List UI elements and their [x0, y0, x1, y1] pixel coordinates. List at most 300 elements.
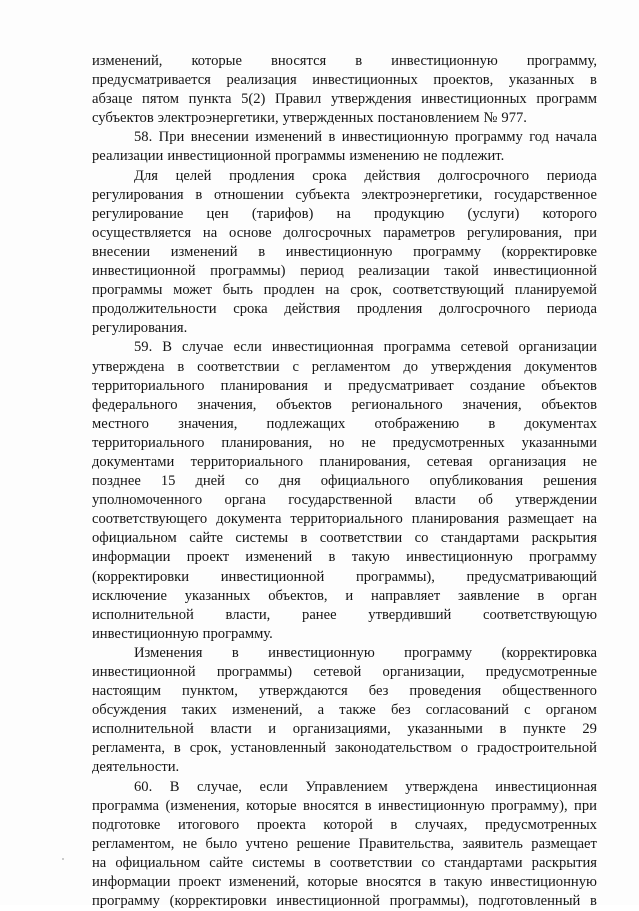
- text-word: планирования,: [221, 434, 313, 451]
- text-word: со: [414, 530, 429, 547]
- text-word: вносятся: [270, 53, 327, 69]
- text-word: в: [313, 854, 321, 871]
- text-word: не: [361, 434, 376, 451]
- text-word: программы): [210, 263, 286, 280]
- text-word: органом: [545, 702, 597, 719]
- text-word: Для: [134, 167, 158, 184]
- text-word: сетевой: [460, 339, 509, 356]
- text-word: регулирования: [92, 186, 184, 203]
- text-word: инвестиционная: [271, 339, 374, 356]
- text-word: программа: [383, 339, 451, 356]
- text-word: также: [339, 702, 376, 719]
- text-word: инвестиционной: [220, 568, 325, 585]
- text-line: [92, 262, 597, 281]
- text-line: [92, 358, 597, 377]
- text-word: деятельности.: [92, 759, 180, 776]
- text-word: пятом: [142, 91, 180, 108]
- text-word: со: [244, 473, 259, 490]
- text-word: продления: [229, 167, 295, 184]
- document-body: [92, 52, 597, 911]
- scan-speck: [62, 858, 64, 860]
- text-line: [92, 415, 597, 434]
- text-word: случае,: [196, 778, 242, 795]
- text-word: продлен: [263, 282, 315, 299]
- text-word: об: [478, 492, 493, 509]
- text-word: проект: [178, 874, 221, 891]
- text-word: территориального: [92, 377, 205, 394]
- text-word: подготовке: [92, 816, 161, 833]
- text-line: [92, 434, 597, 453]
- text-word: системы: [252, 854, 305, 871]
- text-word: документов: [524, 358, 597, 375]
- text-word: исполнительной: [92, 606, 194, 623]
- text-word: изменений: [255, 129, 323, 146]
- text-word: без: [368, 683, 389, 700]
- text-word: (корректировка: [501, 644, 597, 661]
- text-word: если: [233, 339, 262, 356]
- text-word: предусмотренных: [485, 816, 597, 833]
- text-line: [92, 568, 597, 587]
- text-word: соответствии: [197, 358, 280, 375]
- text-word: программа: [92, 797, 160, 814]
- text-line: [92, 835, 597, 854]
- text-word: планирования,: [319, 453, 411, 470]
- text-word: общественного: [502, 683, 597, 700]
- text-word: государственной: [288, 492, 393, 509]
- text-word: 58.: [134, 129, 153, 146]
- text-word: В: [169, 778, 180, 795]
- text-word: предусмотренные: [485, 664, 597, 680]
- text-word: инвестиционную: [490, 874, 597, 891]
- text-line: [92, 167, 597, 186]
- text-word: соответствующего: [92, 511, 208, 528]
- text-word: регламента,: [92, 740, 165, 757]
- text-word: 29: [582, 721, 597, 738]
- text-word: реализация: [226, 72, 297, 89]
- text-word: планируемой: [514, 282, 597, 299]
- text-word: заявление: [458, 587, 520, 604]
- text-word: проведения: [409, 683, 482, 700]
- text-word: утвержденных: [282, 110, 374, 127]
- text-word: 60.: [134, 778, 153, 795]
- text-line: [92, 52, 597, 71]
- text-word: на: [336, 205, 351, 222]
- text-word: 15: [160, 473, 176, 490]
- text-word: пункта: [188, 91, 232, 108]
- text-line: [92, 300, 597, 319]
- text-word: в: [429, 874, 437, 891]
- text-word: программу: [529, 549, 597, 566]
- text-word: Изменения: [134, 644, 203, 661]
- text-word: инвестиционная: [495, 778, 597, 795]
- text-word: проект: [186, 549, 230, 566]
- text-word: регионального: [351, 396, 443, 413]
- text-line: [92, 682, 597, 701]
- text-word: 59.: [134, 339, 153, 356]
- text-word: сетевой: [313, 664, 362, 680]
- text-word: соответствии: [319, 530, 403, 547]
- text-word: при: [574, 224, 597, 241]
- text-word: официальном: [92, 530, 177, 547]
- text-word: абзаце: [92, 91, 133, 108]
- text-word: случае: [182, 339, 224, 356]
- text-word: в: [355, 53, 363, 69]
- text-word: Управлением: [305, 778, 388, 795]
- text-word: вносятся: [365, 874, 422, 891]
- text-line: [92, 816, 597, 835]
- text-line: [92, 377, 597, 396]
- text-line: [92, 147, 597, 166]
- text-word: информации: [92, 549, 171, 566]
- text-word: согласований: [425, 702, 509, 719]
- text-word: официального: [320, 473, 410, 490]
- text-line: [92, 778, 597, 797]
- text-line: [92, 720, 597, 739]
- text-word: значения,: [462, 396, 522, 413]
- text-word: организации,: [382, 664, 465, 680]
- text-word: организации: [518, 339, 597, 356]
- text-word: без: [390, 702, 411, 719]
- text-word: в: [173, 740, 181, 757]
- text-word: долгосрочного: [437, 167, 530, 184]
- text-word: законодательством: [335, 740, 452, 757]
- text-word: уполномоченного: [92, 492, 203, 509]
- text-word: изменений,: [232, 702, 303, 719]
- text-word: в: [231, 644, 239, 661]
- text-word: органа: [224, 492, 266, 509]
- text-word: внесении: [190, 129, 249, 146]
- text-word: указанными: [521, 434, 597, 451]
- text-word: но: [329, 434, 345, 451]
- text-word: с: [292, 358, 299, 375]
- text-line: [92, 854, 597, 873]
- text-word: информации: [92, 874, 171, 891]
- text-word: долгосрочных: [283, 224, 372, 241]
- text-word: (тарифов): [251, 205, 314, 222]
- text-word: программы),: [389, 893, 469, 910]
- text-line: [92, 90, 597, 109]
- text-word: электроэнергетики,: [157, 110, 279, 127]
- text-line: [92, 319, 597, 338]
- text-word: размещает: [508, 511, 574, 528]
- text-word: которого: [542, 205, 597, 222]
- text-word: в: [390, 816, 398, 833]
- text-word: ранее: [302, 606, 337, 623]
- text-word: утверждения: [330, 91, 412, 108]
- text-word: Правительства,: [358, 835, 455, 852]
- text-word: в: [499, 721, 507, 738]
- text-line: [92, 338, 597, 357]
- text-word: инвестиционную: [406, 549, 513, 566]
- text-word: программы: [92, 282, 163, 299]
- text-word: таких: [181, 702, 217, 719]
- text-word: №: [483, 110, 498, 127]
- text-word: и: [268, 721, 277, 738]
- text-word: периода: [546, 167, 597, 184]
- text-word: параметров: [383, 224, 456, 241]
- text-word: срока: [312, 167, 347, 184]
- text-word: регулирования.: [92, 320, 188, 337]
- text-word: пункте: [523, 721, 566, 738]
- text-word: проектов,: [433, 72, 494, 89]
- text-word: если: [259, 778, 288, 795]
- text-word: со: [421, 854, 436, 871]
- text-word: вносятся: [303, 797, 359, 814]
- text-word: продукцию: [373, 205, 445, 222]
- text-word: случаях,: [414, 816, 468, 833]
- text-word: подготовленный: [478, 893, 581, 910]
- text-word: быть: [222, 282, 253, 299]
- text-word: электроэнергетики,: [361, 186, 483, 203]
- text-word: направляет: [370, 587, 441, 604]
- text-word: до: [403, 358, 419, 375]
- text-line: [92, 644, 597, 663]
- text-word: сайте: [189, 530, 223, 547]
- text-word: которые: [307, 874, 358, 891]
- text-word: планирования: [220, 377, 308, 394]
- text-word: может: [173, 282, 213, 299]
- text-word: документа: [216, 511, 282, 528]
- text-word: дня: [278, 473, 301, 490]
- text-line: [92, 625, 597, 644]
- text-word: изменений: [245, 549, 313, 566]
- text-word: в: [488, 415, 496, 432]
- text-word: в: [590, 72, 597, 89]
- text-line: [92, 758, 597, 777]
- text-word: цен: [206, 205, 229, 222]
- text-word: утверждении: [515, 492, 597, 509]
- text-word: инвестиционную: [285, 243, 393, 260]
- text-word: на: [582, 511, 597, 528]
- text-word: инвестиционной: [276, 893, 380, 910]
- text-word: дней: [195, 473, 225, 490]
- text-word: указанных: [184, 587, 251, 604]
- text-word: указанных: [508, 72, 575, 89]
- text-word: инвестиционную: [268, 644, 375, 661]
- text-line: [92, 109, 597, 128]
- text-word: значения,: [178, 415, 238, 432]
- text-line: [92, 453, 597, 472]
- text-word: (изменения,: [165, 797, 240, 814]
- text-word: целей: [175, 167, 212, 184]
- text-word: 5(2): [241, 91, 266, 108]
- text-line: [92, 797, 597, 816]
- text-word: в: [364, 797, 372, 814]
- text-word: изменений: [170, 243, 238, 260]
- text-word: не: [423, 148, 438, 165]
- text-word: инвестиционную: [378, 797, 485, 814]
- text-line: [92, 701, 597, 720]
- text-word: периода: [546, 301, 597, 318]
- text-word: В: [162, 339, 173, 356]
- text-line: [92, 587, 597, 606]
- text-word: утвердивший: [368, 606, 452, 623]
- text-word: субъектов: [92, 110, 154, 127]
- text-word: позднее: [92, 473, 141, 490]
- text-word: в: [328, 549, 336, 566]
- text-word: пунктом,: [182, 683, 238, 700]
- text-line: [92, 892, 597, 911]
- text-word: действия: [284, 301, 341, 318]
- text-word: изменений,: [228, 874, 300, 891]
- text-word: которой: [323, 816, 373, 833]
- text-word: создание: [469, 377, 526, 394]
- text-word: программы),: [355, 568, 435, 585]
- text-word: решение: [296, 835, 351, 852]
- text-word: учтено: [245, 835, 289, 852]
- text-word: сетевая: [426, 453, 473, 470]
- text-word: программы: [274, 148, 346, 165]
- text-word: постановлением: [377, 110, 480, 127]
- text-word: инвестиционных: [312, 72, 418, 89]
- text-line: [92, 873, 597, 892]
- text-word: (корректировки: [92, 568, 190, 585]
- text-word: инвестиционной: [167, 148, 271, 165]
- text-word: соответствующий: [392, 282, 505, 299]
- text-word: осуществляется: [92, 224, 192, 241]
- text-line: [92, 243, 597, 262]
- text-word: не: [582, 453, 597, 470]
- text-word: в: [590, 893, 597, 910]
- text-line: [92, 281, 597, 300]
- text-word: изменений,: [92, 53, 163, 69]
- text-word: срок,: [189, 740, 222, 757]
- text-word: действия: [364, 167, 421, 184]
- text-word: (корректировке: [501, 243, 597, 260]
- text-word: исключение: [92, 587, 167, 604]
- text-word: не: [182, 835, 198, 852]
- text-word: на: [202, 224, 218, 241]
- text-line: [92, 548, 597, 567]
- text-word: субъекта: [295, 186, 350, 203]
- text-word: утверждена: [92, 358, 165, 375]
- text-word: (корректировки: [169, 893, 267, 910]
- text-word: и: [324, 377, 332, 394]
- text-word: инвестиционную: [391, 53, 498, 69]
- text-word: градостроительной: [476, 740, 597, 757]
- text-word: при: [574, 797, 597, 814]
- text-word: программу,: [526, 53, 597, 69]
- text-word: на: [92, 854, 107, 871]
- text-line: [92, 71, 597, 90]
- text-word: объектов: [541, 377, 597, 394]
- text-word: утверждена: [405, 778, 478, 795]
- text-word: документах: [524, 415, 597, 432]
- text-word: регламентом: [311, 358, 391, 375]
- text-word: государственное: [494, 186, 597, 203]
- text-word: программу.: [202, 625, 273, 642]
- text-word: инвестиционной: [92, 263, 196, 280]
- text-word: такую: [351, 549, 390, 566]
- text-word: организациями,: [292, 721, 391, 738]
- text-word: обсуждения: [92, 702, 167, 719]
- text-word: в: [328, 129, 336, 146]
- text-word: инвестиционную: [341, 129, 449, 146]
- text-word: объектов,: [268, 587, 328, 604]
- text-word: власти,: [225, 606, 271, 623]
- text-word: регулирование: [92, 205, 184, 222]
- text-word: раскрытия: [531, 854, 597, 871]
- text-word: изменению: [349, 148, 420, 165]
- text-word: официальном: [115, 854, 201, 871]
- text-word: срок,: [350, 282, 383, 299]
- text-word: реализации: [358, 263, 430, 280]
- text-word: заявитель: [462, 835, 523, 852]
- text-word: предусматривает: [348, 377, 454, 394]
- text-line: [92, 529, 597, 548]
- text-line: [92, 224, 597, 243]
- text-word: значения,: [197, 396, 257, 413]
- text-word: итогового: [178, 816, 240, 833]
- text-word: подлежит.: [441, 148, 505, 165]
- text-line: [92, 739, 597, 758]
- text-word: документами: [92, 453, 175, 470]
- text-word: которые: [191, 53, 242, 69]
- text-word: орган: [562, 587, 597, 604]
- text-word: проекта: [256, 816, 306, 833]
- text-word: территориального: [290, 511, 403, 528]
- text-word: регулирования,: [466, 224, 563, 241]
- text-word: (услуги): [467, 205, 520, 222]
- text-word: продолжительности: [92, 301, 217, 318]
- text-word: организация: [489, 453, 567, 470]
- text-word: срока: [233, 301, 268, 318]
- text-word: системы: [235, 530, 289, 547]
- text-word: регламентом,: [92, 835, 175, 852]
- text-word: программу),: [491, 797, 568, 814]
- text-word: продления: [356, 301, 423, 318]
- text-word: программу: [413, 243, 481, 260]
- text-word: программу: [92, 893, 160, 910]
- text-word: программы): [216, 664, 293, 680]
- text-word: настоящим: [92, 683, 161, 700]
- text-word: в: [177, 358, 185, 375]
- text-word: стандартами: [440, 530, 520, 547]
- text-line: [92, 396, 597, 415]
- text-word: сайте: [209, 854, 244, 871]
- text-word: в: [537, 587, 545, 604]
- text-word: программу: [404, 644, 473, 661]
- text-word: начала: [555, 129, 597, 146]
- text-word: отношении: [213, 186, 284, 203]
- text-line: [92, 472, 597, 491]
- text-word: исполнительной: [92, 721, 194, 738]
- text-word: программу: [454, 129, 523, 146]
- text-line: [92, 491, 597, 510]
- text-word: отображению: [374, 415, 460, 432]
- text-word: подлежащих: [266, 415, 346, 432]
- text-line: [92, 205, 597, 224]
- text-word: объектов: [541, 396, 597, 413]
- text-word: указанными: [407, 721, 483, 738]
- text-word: в: [258, 243, 266, 260]
- text-word: на: [325, 282, 340, 299]
- text-word: Правил: [275, 91, 322, 108]
- text-word: размещает: [531, 835, 597, 852]
- text-word: долгосрочного: [438, 301, 531, 318]
- text-word: предусматривается: [92, 72, 211, 89]
- text-word: и: [345, 587, 354, 604]
- text-word: внесении: [92, 243, 151, 260]
- text-word: утверждаются: [258, 683, 348, 700]
- text-word: установленный: [230, 740, 327, 757]
- text-word: в: [300, 530, 308, 547]
- text-line: [92, 606, 597, 625]
- text-line: [92, 663, 597, 682]
- text-word: предусматривающий: [466, 568, 597, 585]
- text-word: инвестиционную: [92, 625, 199, 642]
- text-word: планирования: [411, 511, 500, 528]
